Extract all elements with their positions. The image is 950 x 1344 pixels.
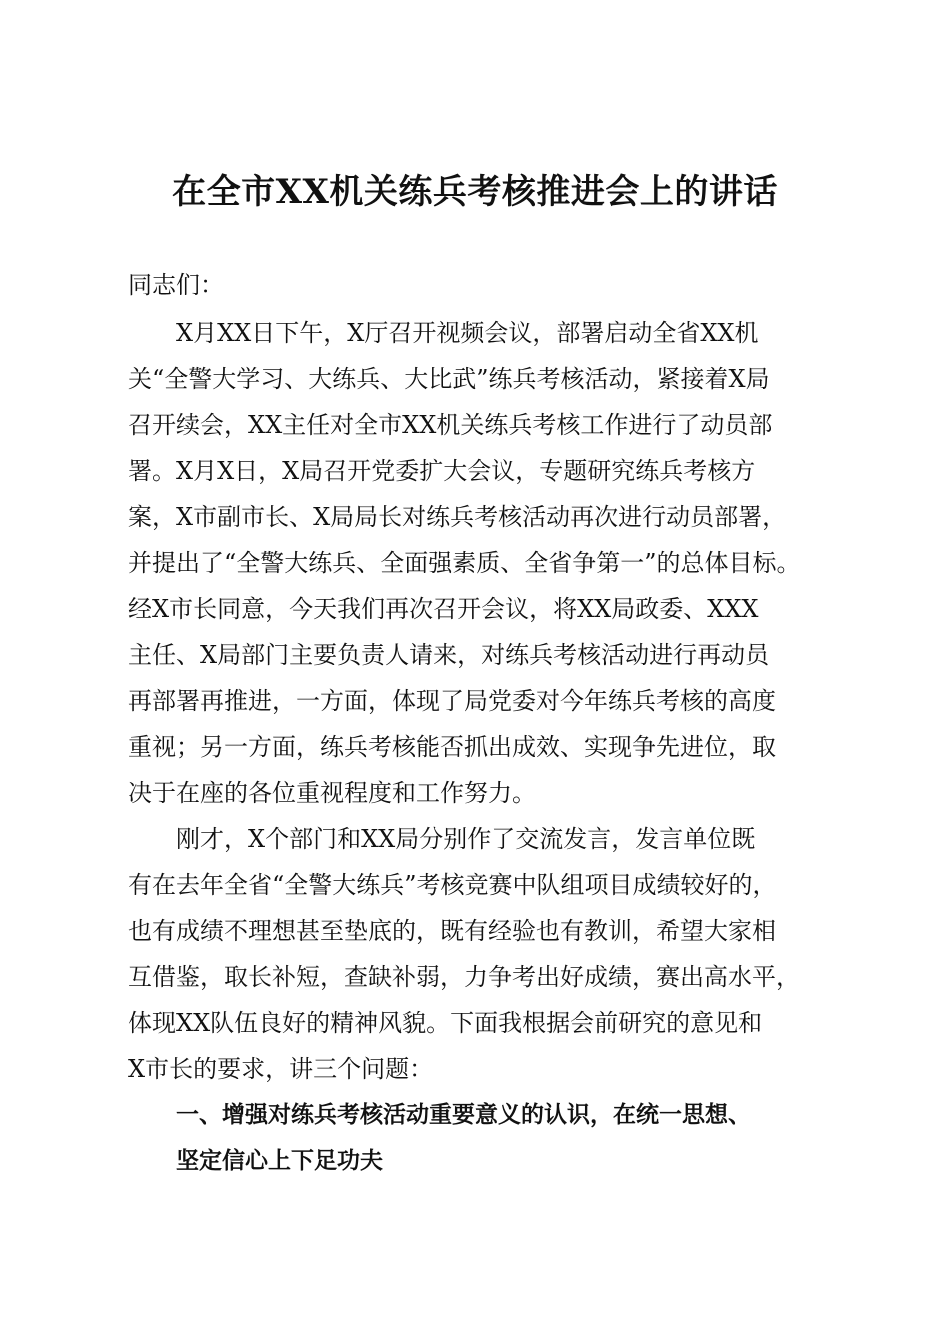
paragraph-1-line: 经X市长同意，今天我们再次召开会议，将XX局政委、XXX: [128, 595, 759, 623]
paragraph-1-line: 并提出了“全警大练兵、全面强素质、全省争第一”的总体目标。: [128, 549, 801, 577]
paragraph-1-line: 署。X月X日，X局召开党委扩大会议，专题研究练兵考核方: [128, 457, 756, 485]
paragraph-1-line: 重视；另一方面，练兵考核能否抓出成效、实现争先进位，取: [128, 733, 776, 761]
section-heading-1: [128, 1092, 832, 1184]
paragraph-2-line: 刚才，X个部门和XX局分别作了交流发言，发言单位既: [176, 825, 756, 853]
section-heading-1-line: 一、增强对练兵考核活动重要意义的认识，在统一思想、: [176, 1102, 751, 1128]
paragraph-1-line: 决于在座的各位重视程度和工作努力。: [128, 779, 536, 807]
salutation: 同志们：: [128, 271, 224, 299]
paragraph-1-line: 主任、X局部门主要负责人请来，对练兵考核活动进行再动员: [128, 641, 770, 669]
paragraph-1-line: X月XX日下午，X厅召开视频会议，部署启动全省XX机: [176, 319, 759, 347]
section-heading-1-line: 坚定信心上下足功夫: [176, 1148, 383, 1174]
paragraph-1: [128, 310, 832, 816]
paragraph-2-line: 有在去年全省“全警大练兵”考核竞赛中队组项目成绩较好的，: [128, 871, 777, 899]
paragraph-1-line: 召开续会，XX主任对全市XX机关练兵考核工作进行了动员部: [128, 411, 773, 439]
document-title: 在全市XX机关练兵考核推进会上的讲话: [172, 172, 778, 212]
paragraph-2-line: 互借鉴，取长补短，查缺补弱，力争考出好成绩，赛出高水平，: [128, 963, 800, 991]
paragraph-1-line: 再部署再推进，一方面，体现了局党委对今年练兵考核的高度: [128, 687, 776, 715]
paragraph-2: [128, 816, 832, 1092]
paragraph-2-line: 体现XX队伍良好的精神风貌。下面我根据会前研究的意见和: [128, 1009, 763, 1037]
paragraph-1-line: 案，X市副市长、X局局长对练兵考核活动再次进行动员部署，: [128, 503, 787, 531]
paragraph-2-line: 也有成绩不理想甚至垫底的，既有经验也有教训，希望大家相: [128, 917, 776, 945]
paragraph-2-line: X市长的要求，讲三个问题：: [128, 1055, 434, 1083]
paragraph-1-line: 关“全警大学习、大练兵、大比武”练兵考核活动，紧接着X局: [128, 365, 770, 393]
